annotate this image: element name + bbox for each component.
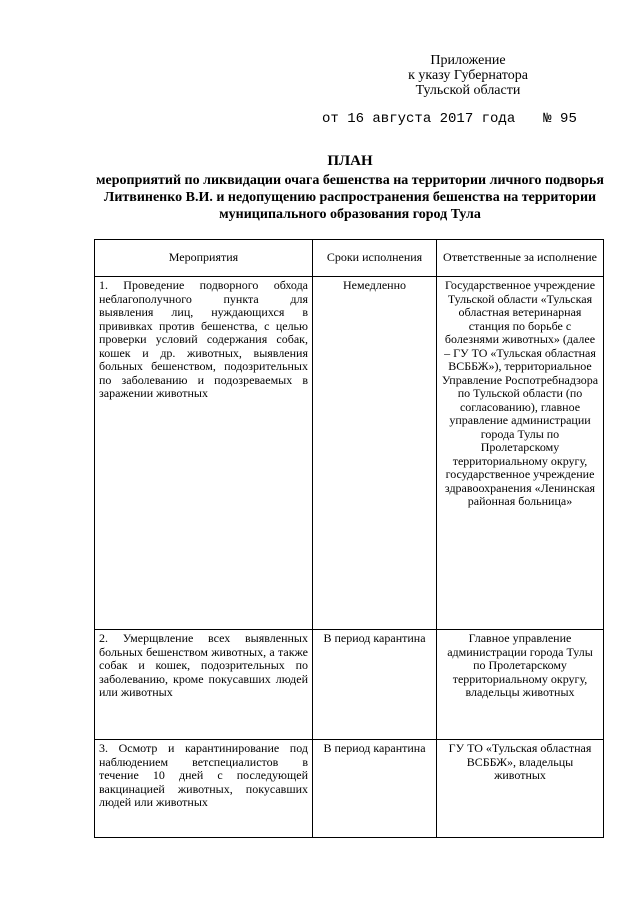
plan-table bbox=[94, 239, 604, 838]
document-title bbox=[96, 153, 604, 223]
appendix-block bbox=[388, 53, 548, 98]
plan-subtitle: мероприятий по ликвидации очага бешенства на территории личного подворья Литвиненко В.И. и недопущению распространения бешенства на территории муниципального образования город Тула bbox=[96, 173, 604, 222]
decree-date: от 16 августа 2017 года bbox=[322, 111, 516, 127]
table-row bbox=[95, 277, 604, 630]
responsible-cell: Государственное учреждение Тульской области «Тульская областная ветеринарная станция по борьбе с болезнями животных» (далее – ГУ ТО «Тульская областная ВСББЖ»), территориальное Управление Роспотребнадзора по Тульской области (по согласованию), главное управление администрации города Тулы по Пролетарскому территориальному округу, государственное учреждение здравоохранения «Ленинская районная больница» bbox=[437, 277, 604, 630]
action-cell: 2. Умерщвление всех выявленных больных бешенством животных, а также собак и кошек, подозрительных по заболеванию, кроме покусавших людей или животных bbox=[95, 630, 313, 740]
appendix-line: к указу Губернатора bbox=[408, 68, 528, 83]
term-cell: В период карантина bbox=[313, 740, 437, 838]
responsible-cell: Главное управление администрации города Тулы по Пролетарскому территориальному округу, владельцы животных bbox=[437, 630, 604, 740]
table-header-row bbox=[95, 240, 604, 277]
table-row bbox=[95, 740, 604, 838]
action-cell: 3. Осмотр и карантинирование под наблюдением ветспециалистов в течение 10 дней с последующей вакцинацией животных, покусавших людей или животных bbox=[95, 740, 313, 838]
decree-number: № 95 bbox=[543, 111, 577, 127]
term-cell: В период карантина bbox=[313, 630, 437, 740]
table-row bbox=[95, 630, 604, 740]
responsible-cell: ГУ ТО «Тульская областная ВСББЖ», владельцы животных bbox=[437, 740, 604, 838]
decree-date-line bbox=[322, 111, 577, 127]
column-header-terms: Сроки исполнения bbox=[313, 240, 437, 277]
appendix-line: Тульской области bbox=[415, 83, 521, 98]
appendix-line: Приложение bbox=[430, 53, 506, 68]
action-cell: 1. Проведение подворного обхода неблагополучного пункта для выявления лиц, нуждающихся в прививках против бешенства, с целью проверки условий содержания собак, кошек и др. животных, выявления больных бешенством, подозрительных по заболеванию и подозреваемых в заражении животных bbox=[95, 277, 313, 630]
term-cell: Немедленно bbox=[313, 277, 437, 630]
column-header-responsible: Ответственные за исполнение bbox=[437, 240, 604, 277]
column-header-actions: Мероприятия bbox=[95, 240, 313, 277]
plan-heading: ПЛАН bbox=[327, 153, 373, 169]
